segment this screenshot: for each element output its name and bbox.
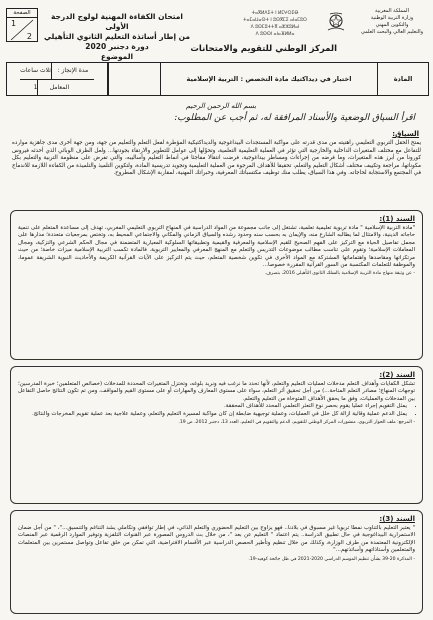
document-title: السند (1):	[379, 215, 415, 223]
duration-value: ثلاث ساعات	[20, 67, 51, 75]
exam-page	[6, 4, 427, 616]
info-spacer	[108, 63, 160, 95]
kingdom-emblem-icon	[325, 12, 347, 32]
exam-session: دورة دجنبر 2020	[85, 42, 149, 51]
document-source: - عن وثيقة منهاج مادة التربية الإسلامية بالسلك الثانوي التأهيلي 2016، بتصرف.	[264, 271, 415, 277]
exam-title-line: من إطار أساتذة التعليم الثانوي التأهيلي	[43, 32, 191, 41]
document-list-item: • يمثل التقويم إجراء عمليا يقوم بحصر نوع التعثر التعلمي المحدد للأهداف المحققة.	[18, 403, 407, 410]
ministry-name: المملكة المغربية وزارة التربية الوطنية والتكوين المهني والتعليم العالي والبحث العلمي	[360, 8, 424, 35]
exam-center-name: المركز الوطني للتقويم والامتحانات	[190, 44, 337, 54]
context-title: السياق:	[392, 130, 419, 138]
document-body: " يعتبر التعليم بالتناوب نمطا تربويا غير مسبوق في بلادنا.. فهو يزاوج بين التعليم الحضوري والتعلم الذاتي، في إطار توافقي وتكاملي يشد التناغم والتنسيق..."، " من أجل ضمان الاستمرارية البيداغوجية في حال تطبيق الدراسة.. يتم اعتماد " التعليم عن بعد "، من خلال بث الدروس المصورة عبر القنوات التلفزية وتوفير الموارد الرقمية عبر المنصات الإلكترونية المعتمدة من طرف الوزارة، وكذلك من خلال تنظيم وتأطير الحصص الدراسية عبر الأقسام الافتراضية، التي تمكن من خلق تفاعل وتواصل مستمرين بين المتعلمات والمتعلمين وأستاذاتهم وأساتذتهم..."	[18, 525, 415, 554]
document-list-item: • يمثل الدعم عملية وقائية ازالة كل خلل في العمليات، وعملية توجيهية ضابطة إن كان مواكبة لمسيرة التعليم والتعلم، وعملية علاجية بعد عملية تقويم المخرجات والنتائج.	[18, 411, 407, 418]
coefficient-value: 1	[33, 83, 38, 91]
page-total: 2	[26, 32, 32, 41]
document-body: "مادة التربية الإسلامية " مادة تربوية تعليمية تعلمية، تشتغل إلى جانب مجموعة من المواد الدراسية في المنهاج التربوي التعليمي المغربي، تهدف إلى مساعدة المتعلم على تنمية حاجاته الدينية، والامتثال لما يطالبه الشارع منه، والإيمان به بحسب سنه وحدود رشده والسياق الزماني والمكاني والاجتماعي المحيط به، وتختص بمرجعيات متعددة؛ مدارها على مجمل تفاصيل الحياة مع التركيز على الفهم الصحيح للقيم الإسلامية والمعرفية والقيمية وتطبيقاتها السلوكية المعيارية المتضمنة في مجال الحكم الشرعي والتزكية، ومجال المعاملات الإسلامية؛ وتقوم على تناسب مطالب موضوعات التدريس والتعلم مع المنهج المعرفي والمعايير التربوية. فالمادة تكسب التربية الإسلامية ميزات خاصة؛ من حيث مرتكزاتها ومقاصدها واهتماماتها المشتركة مع المواد الأخرى في تكوين شخصية المتعلم، حيث يتم التركيز على الآيات القرآنية الكريمة والأحاديث النبوية الشريفة عموما، والموظفة للتعلمات المكتسبة من السور القرآنية المقررة خصوصا...	[18, 225, 415, 269]
tifinagh-name: ⵜⴰⴳⵍⴷⵉⵜ ⵏ ⵍⵎⵖⵔⵉⴱ ⵜⴰⵎⴰⵡⴰⵙⵜ ⵏ ⵓⵙⴳⵎⵉ ⴰⵏⴰⵎⵓⵔ ⴷ ⵓⵙⵎⵓⵜⵜⴳ ⴰⵣⵣⵓⵍⴰⵏ ⴷ ⵓⵙⵙⵏ ⴰⵏⴰⴼⵍⵍⴰ	[243, 11, 307, 37]
duration-label: مدة الإنجاز :	[51, 63, 94, 79]
document-title: السند (3):	[379, 515, 415, 523]
document-source: - المرجع: ملف الحوار التربوي، منشورات المركز الوطني للتقويم، الدعم والتقويم في التعليم، العدد 13، دجنبر 2012، ص 19.	[178, 420, 415, 426]
document-intro: تشكل الكفايات وأهداف التعلم مدخلات لعمليات التعليم والتعلم، لأنها تحدد ما نرغب فيه ونريد بلوغه، وتختزل المتغيرات المحددة للمدخلات (خصائص المتعلمين؛ خبرة المدرسين؛ توجهات المنهاج؛ مصادر التعلم المتاحة...) من أجل تحقيق أثر التعلم، سواء على مستوى المعارف والمهارات أو على مستوى القيم والمواقف، ومن تم تكون النتائج حاصل التفاعل بين المدخلات والعمليات، وفق ما يحقق الأهداف المتوخاة من التعليم والتعلم.	[18, 381, 415, 402]
page-number-box	[6, 8, 38, 42]
document-2	[10, 366, 423, 504]
document-source: - المذكرة 20-39 بشأن تنظيم الموسم الدراسي 2020-2021 في ظل جائحة كوفيد-19.	[248, 556, 415, 562]
exam-title	[42, 12, 192, 62]
instruction: اقرأ السياق الوضعية والأسناد المرافقة له، ثم أجب عن المطلوب:	[174, 113, 415, 123]
context-text: يمتح الحقل التربوي التعليمي راهنيته من مدى قدرته على مواكبة المستجدات البيداغوجية والديداكتيكية المؤطرة لفعل التعلم والتعليم من جهة، ومن جهة أخرى مدى جاهزية موارده للتفاعل مع مختلف المتغيرات الداخلية والخارجية التي تؤثر في العملية التعليمية التعلمية، وتحوّلها إلى عوامل للتطوير والارتقاء بجودتها... ولعل الظرف الوبائي الذي أحدثه فيروس كورونا من أبرز هذه المتغيرات، وما فرضه من إجراءات ومساطر بيداغوجية، فرضت انتقالا مفاجئا في أنماط التعليم وأساليبه، والتي تفرض على منظومة التربية والتعليم بكل مكوناتها، مراجعة وتكييف مختلف أشكال التعليم والتعلم، تحقيقا للأهداف المرجوة من العملية التعليمية وتجويد تدريسية المادة، ولتكوين التلميذ والتلميذة من الكفاءة اللازمة للاندماج في المجتمع والاستجابة لحاجاته. وفي هذا السياق، يطلب منك توظيف مكتسباتك المعرفية، وخبراتك المهنية، لمقاربة الإشكال المطروح.	[12, 140, 421, 177]
document-1	[10, 210, 423, 360]
document-header	[6, 4, 427, 96]
subject-value: اختبار في ديداكتيك مادة التخصص : التربية الإسلامية	[160, 63, 377, 95]
page-current: 1	[11, 19, 17, 28]
page-label: الصفحة	[7, 9, 37, 18]
subject-label: المادة	[377, 63, 428, 95]
coefficient-label: المعامل	[37, 80, 80, 96]
exam-info-table	[6, 62, 429, 96]
duration-coef-block	[7, 63, 108, 95]
document-3	[10, 510, 423, 614]
exam-title-line: امتحان الكفاءة المهنية لولوج الدرجة الأولى	[50, 12, 184, 31]
basmala: بسم الله الرحمن الرحيم	[185, 102, 257, 110]
document-title: السند (2):	[379, 371, 415, 379]
exam-topic-label: الموضوع	[100, 52, 134, 61]
